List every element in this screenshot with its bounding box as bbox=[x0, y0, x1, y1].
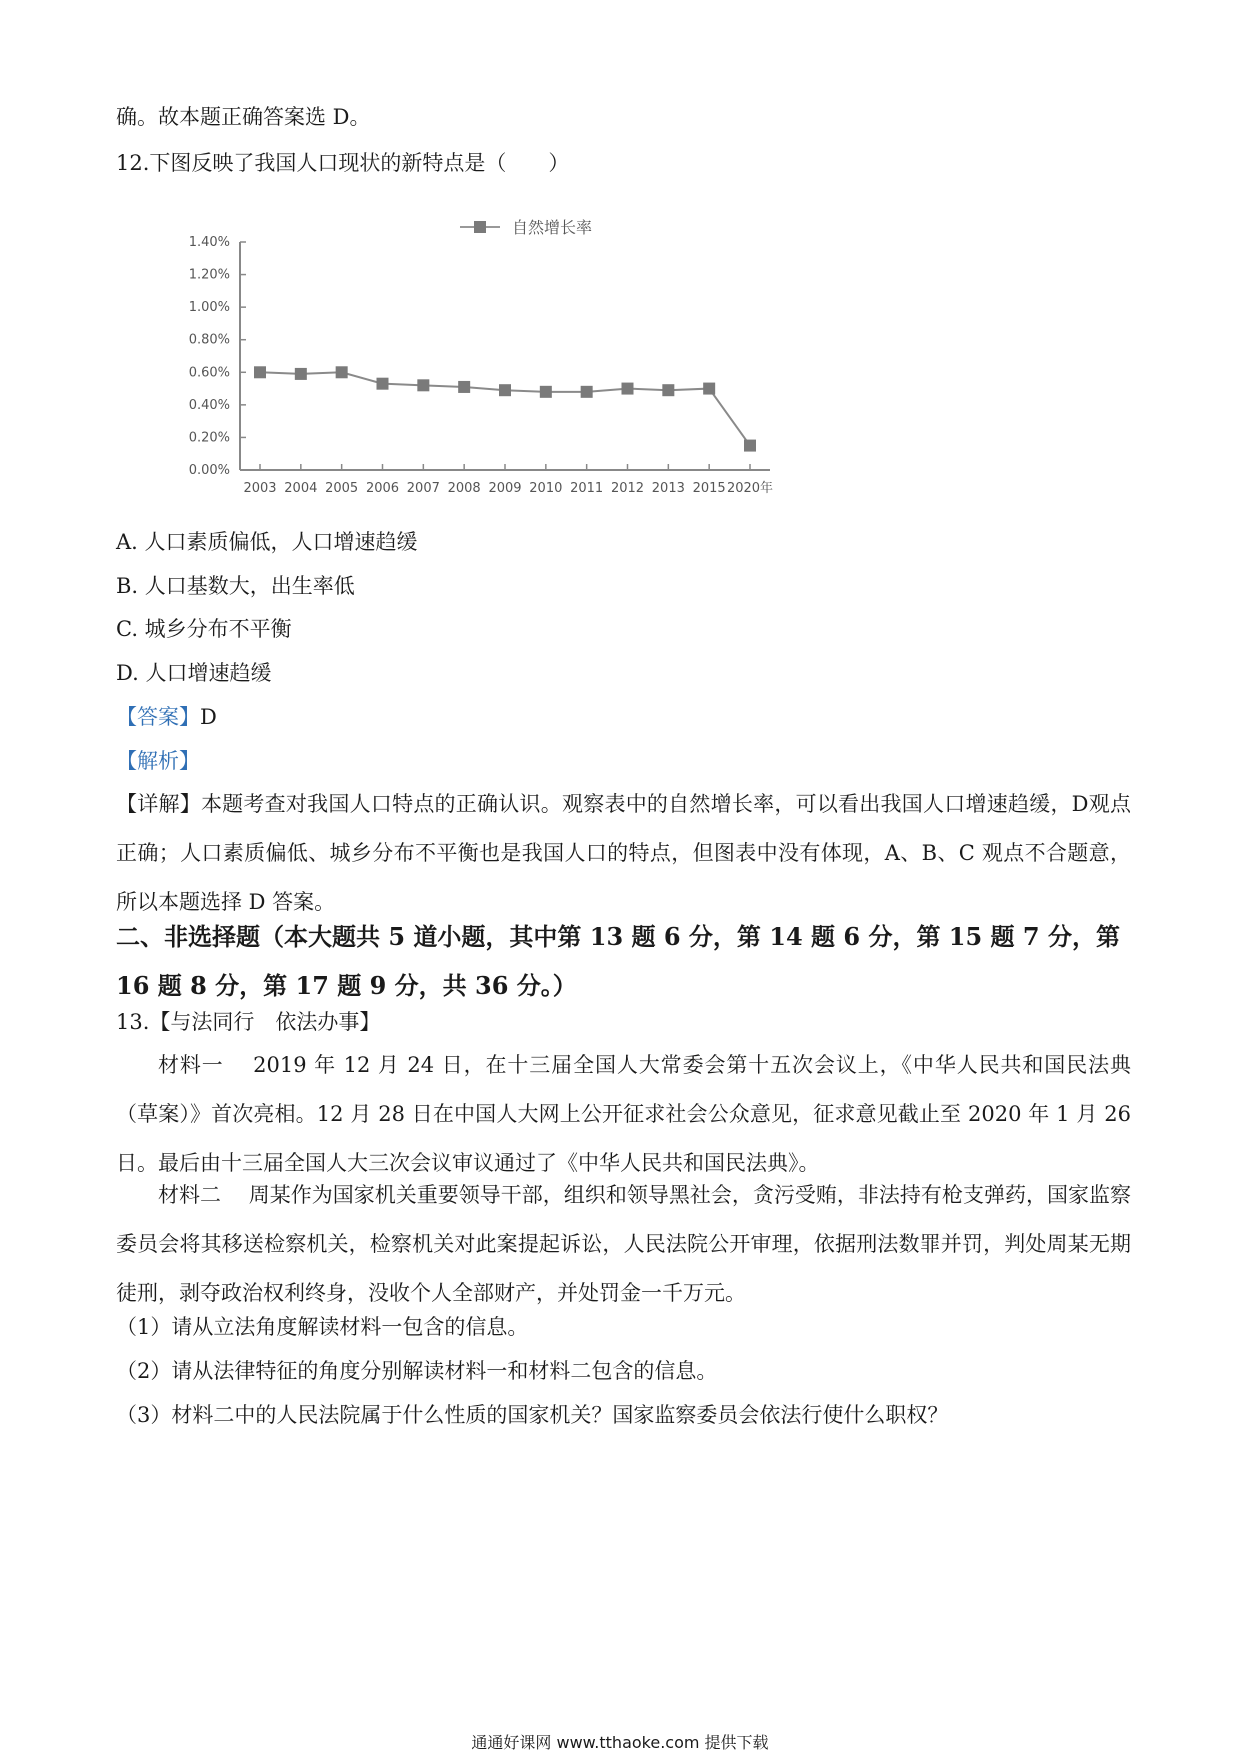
data-point bbox=[377, 378, 389, 390]
previous-answer-tail: 确。故本题正确答案选 D。 bbox=[116, 105, 371, 129]
x-tick-label: 2006 bbox=[365, 481, 400, 496]
x-tick-label: 2010 bbox=[529, 481, 563, 496]
material-2: 材料二 周某作为国家机关重要领导干部，组织和领导黑社会，贪污受贿，非法持有枪支弹药，国家监察委员会将其移送检察机关，检察机关对此案提起诉讼，人民法院公开审理，依据刑法数罪并罚，判处周某无期徒刑，剥夺政治权利终身，没收个人全部财产，并处罚金一千万元。 bbox=[116, 1183, 1131, 1305]
option-a: A. 人口素质偏低，人口增速趋缓 bbox=[116, 530, 418, 554]
y-tick-label: 1.40% bbox=[188, 235, 230, 250]
data-point bbox=[703, 383, 715, 395]
x-tick-label: 2007 bbox=[406, 481, 440, 496]
x-tick-label: 2004 bbox=[284, 481, 318, 496]
y-tick-label: 0.40% bbox=[188, 397, 230, 413]
answer-line bbox=[116, 702, 217, 732]
question-13-title: 13.【与法同行 依法办事】 bbox=[116, 1010, 381, 1034]
y-tick-label: 0.00% bbox=[188, 463, 230, 478]
y-tick-label: 0.60% bbox=[188, 365, 230, 381]
y-tick-label: 1.20% bbox=[188, 267, 230, 283]
y-tick-label: 0.20% bbox=[188, 430, 230, 446]
chart-legend bbox=[460, 218, 592, 237]
population-growth-chart bbox=[160, 200, 880, 560]
data-point bbox=[499, 384, 511, 396]
x-tick-label: 2008 bbox=[447, 481, 481, 496]
x-tick-label: 2020年 bbox=[726, 481, 774, 496]
data-point bbox=[336, 366, 348, 378]
legend-marker bbox=[474, 221, 486, 233]
y-tick-label: 1.00% bbox=[188, 300, 230, 316]
y-tick-label: 0.80% bbox=[188, 332, 230, 348]
option-d: D. 人口增速趋缓 bbox=[116, 661, 272, 685]
sub-question-3: （3）材料二中的人民法院属于什么性质的国家机关？国家监察委员会依法行使什么职权？ bbox=[116, 1403, 949, 1427]
sub-question-2: （2）请从法律特征的角度分别解读材料一和材料二包含的信息。 bbox=[116, 1359, 718, 1383]
legend-label: 自然增长率 bbox=[512, 218, 593, 237]
x-tick-label: 2013 bbox=[651, 481, 685, 496]
data-point bbox=[540, 386, 552, 398]
data-point bbox=[744, 440, 756, 452]
data-point bbox=[417, 379, 429, 391]
data-point bbox=[662, 384, 674, 396]
data-point bbox=[581, 386, 593, 398]
sub-question-1: （1）请从立法角度解读材料一包含的信息。 bbox=[116, 1315, 529, 1339]
data-point bbox=[295, 368, 307, 380]
option-b: B. 人口基数大，出生率低 bbox=[116, 574, 355, 598]
page-footer: 通通好课网 www.tthaoke.com 提供下载 bbox=[471, 1733, 769, 1752]
x-tick-label: 2003 bbox=[243, 481, 277, 496]
series-line bbox=[260, 372, 750, 445]
option-c: C. 城乡分布不平衡 bbox=[116, 617, 292, 641]
section-2-heading: 二、非选择题（本大题共 5 道小题，其中第 13 题 6 分，第 14 题 6 分，第 15 题 7 分，第 16 题 8 分，第 17 题 9 分，共 36 分。） bbox=[116, 922, 1120, 1000]
answer-label: 【答案】 bbox=[116, 705, 200, 729]
data-point bbox=[254, 366, 266, 378]
answer-value: D bbox=[200, 705, 217, 729]
x-tick-label: 2005 bbox=[325, 481, 359, 496]
question-12-stem: 12.下图反映了我国人口现状的新特点是（ ） bbox=[116, 151, 570, 175]
x-tick-label: 2009 bbox=[488, 481, 522, 496]
analysis-label: 【解析】 bbox=[116, 749, 200, 773]
x-tick-label: 2012 bbox=[610, 481, 645, 496]
x-tick-label: 2011 bbox=[570, 481, 604, 496]
x-tick-label: 2015 bbox=[692, 481, 726, 496]
detail-paragraph: 【详解】本题考查对我国人口特点的正确认识。观察表中的自然增长率，可以看出我国人口增速趋缓，D观点正确；人口素质偏低、城乡分布不平衡也是我国人口的特点，但图表中没有体现，A、B、C 观点不合题意，所以本题选择 D 答案。 bbox=[116, 792, 1131, 914]
material-1: 材料一 2019 年 12 月 24 日，在十三届全国人大常委会第十五次会议上，《中华人民共和国民法典（草案）》首次亮相。12 月 28 日在中国人大网上公开征求社会公众意见，征求意见截止至 2020 年 1 月 26 日。最后由十三届全国人大三次会议审议通过了《中华人民共和国民法典》。 bbox=[116, 1053, 1131, 1175]
data-point bbox=[458, 381, 470, 393]
data-point bbox=[622, 383, 634, 395]
